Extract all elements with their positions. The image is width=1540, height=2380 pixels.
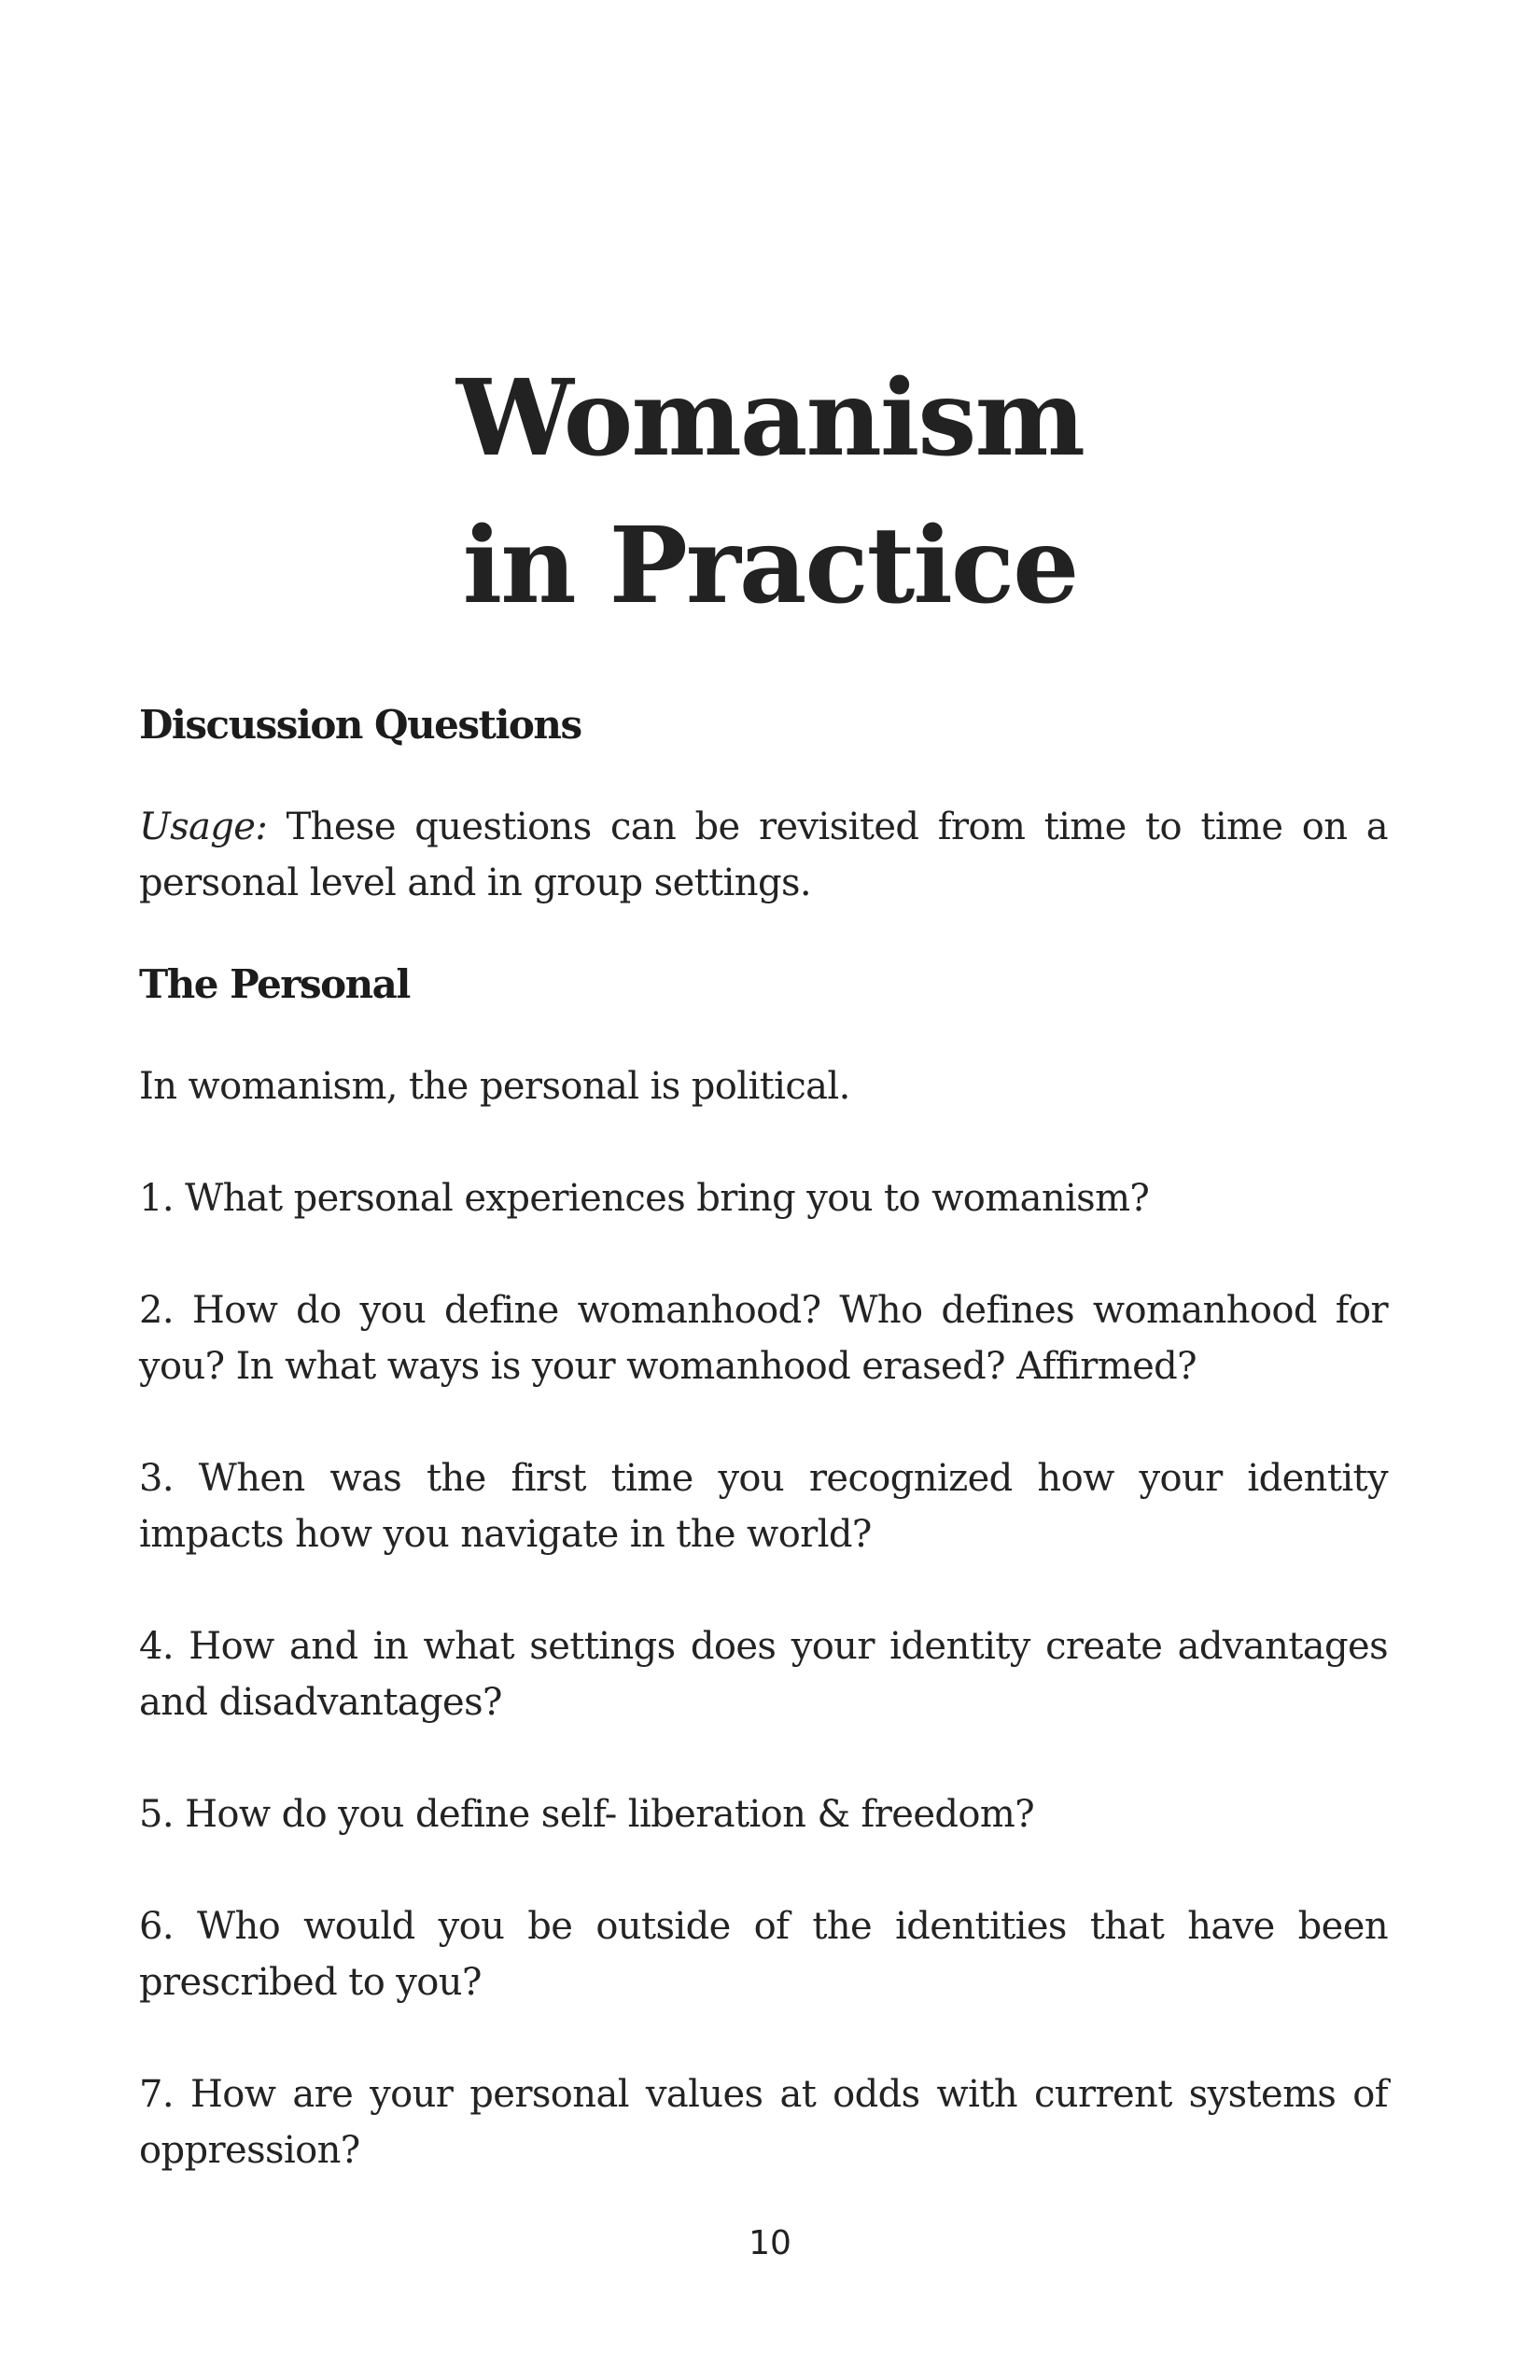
question-7: 7. How are your personal values at odds with current systems of oppression? (139, 2073, 1388, 2172)
intro-paragraph: In womanism, the personal is political. (139, 1065, 850, 1108)
title-line-1: Womanism (456, 357, 1084, 481)
page-title (0, 345, 1540, 640)
usage-label: Usage: (139, 805, 268, 848)
usage-text: These questions can be revisited from time to time on a personal level and in group settings. (139, 805, 1388, 904)
question-6: 6. Who would you be outside of the identities that have been prescribed to you? (139, 1905, 1388, 2004)
question-2: 2. How do you define womanhood? Who defines womanhood for you? In what ways is your womanhood erased? Affirmed? (139, 1289, 1388, 1388)
question-3: 3. When was the first time you recognized how your identity impacts how you navigate in the world? (139, 1457, 1388, 1556)
page-body (139, 698, 1388, 2178)
question-4: 4. How and in what settings does your identity create advantages and disadvantages? (139, 1625, 1388, 1724)
section-heading: Discussion Questions (139, 702, 581, 748)
usage-paragraph (139, 799, 1388, 911)
question-5: 5. How do you define self- liberation & freedom? (139, 1793, 1035, 1836)
page-number: 10 (749, 2224, 791, 2262)
subsection-heading: The Personal (139, 961, 410, 1007)
question-1: 1. What personal experiences bring you to womanism? (139, 1177, 1150, 1220)
title-line-2: in Practice (462, 505, 1078, 628)
